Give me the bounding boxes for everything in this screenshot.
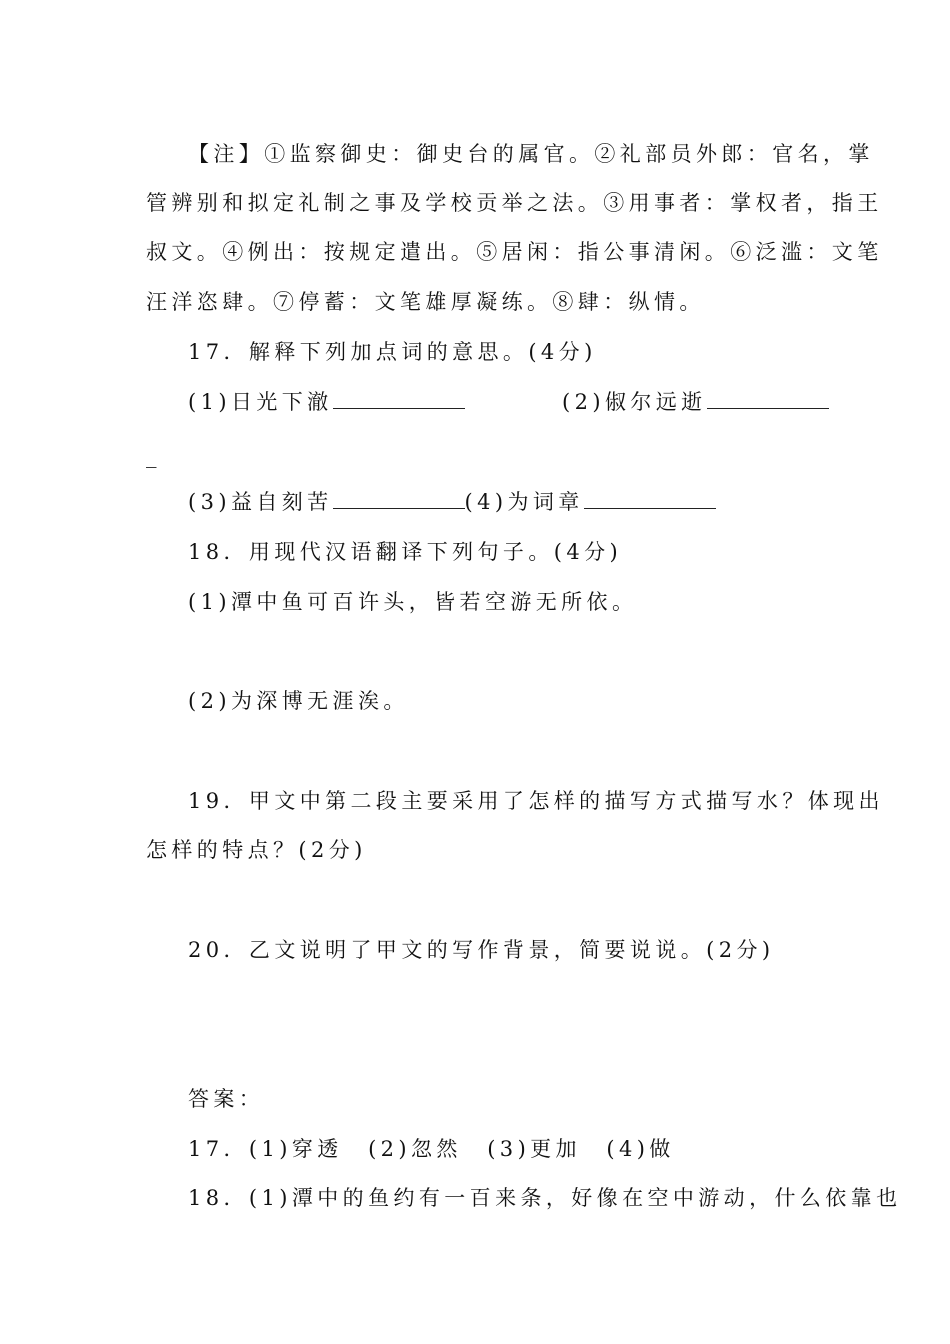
answer-blank-17-1[interactable]: [333, 388, 465, 409]
question-17-item-2-text: (2)俶尔远逝: [562, 390, 707, 414]
question-19-line-1: 19．甲文中第二段主要采用了怎样的描写方式描写水？体现出: [188, 789, 884, 813]
question-17-item-1: [188, 388, 465, 416]
blank-wrap-mark: _: [146, 444, 161, 468]
answer-blank-17-2[interactable]: [707, 388, 829, 409]
question-19-line-2: 怎样的特点？(2分): [146, 838, 367, 862]
question-17-item-4-text: (4)为词章: [464, 490, 584, 514]
note-line-4: 汪洋恣肆。⑦停蓄：文笔雄厚凝练。⑧肆：纵情。: [146, 290, 705, 314]
answer-18: 18．(1)潭中的鱼约有一百来条，好像在空中游动，什么依靠也: [188, 1186, 902, 1210]
question-18-item-1: (1)潭中鱼可百许头，皆若空游无所依。: [188, 590, 638, 614]
note-line-2: 管辨别和拟定礼制之事及学校贡举之法。③用事者：掌权者，指王: [146, 191, 883, 215]
note-line-1: 【注】①监察御史：御史台的属官。②礼部员外郎：官名，掌: [188, 142, 874, 166]
answer-17: 17．(1)穿透 (2)忽然 (3)更加 (4)做: [188, 1137, 675, 1161]
question-20-stem: 20．乙文说明了甲文的写作背景，简要说说。(2分): [188, 938, 775, 962]
question-18-item-2: (2)为深博无涯涘。: [188, 689, 409, 713]
answer-blank-17-3[interactable]: [333, 488, 465, 509]
question-17-stem: 17．解释下列加点词的意思。(4分): [188, 340, 597, 364]
answers-heading: 答案：: [188, 1087, 265, 1111]
question-17-items-3-4: [188, 488, 716, 516]
note-line-3: 叔文。④例出：按规定遣出。⑤居闲：指公事清闲。⑥泛滥：文笔: [146, 240, 883, 264]
answer-blank-17-4[interactable]: [584, 488, 716, 509]
question-17-item-2: [562, 388, 829, 416]
question-18-stem: 18．用现代汉语翻译下列句子。(4分): [188, 540, 623, 564]
question-17-item-1-text: (1)日光下澈: [188, 390, 333, 414]
question-17-item-3-text: (3)益自刻苦: [188, 490, 333, 514]
